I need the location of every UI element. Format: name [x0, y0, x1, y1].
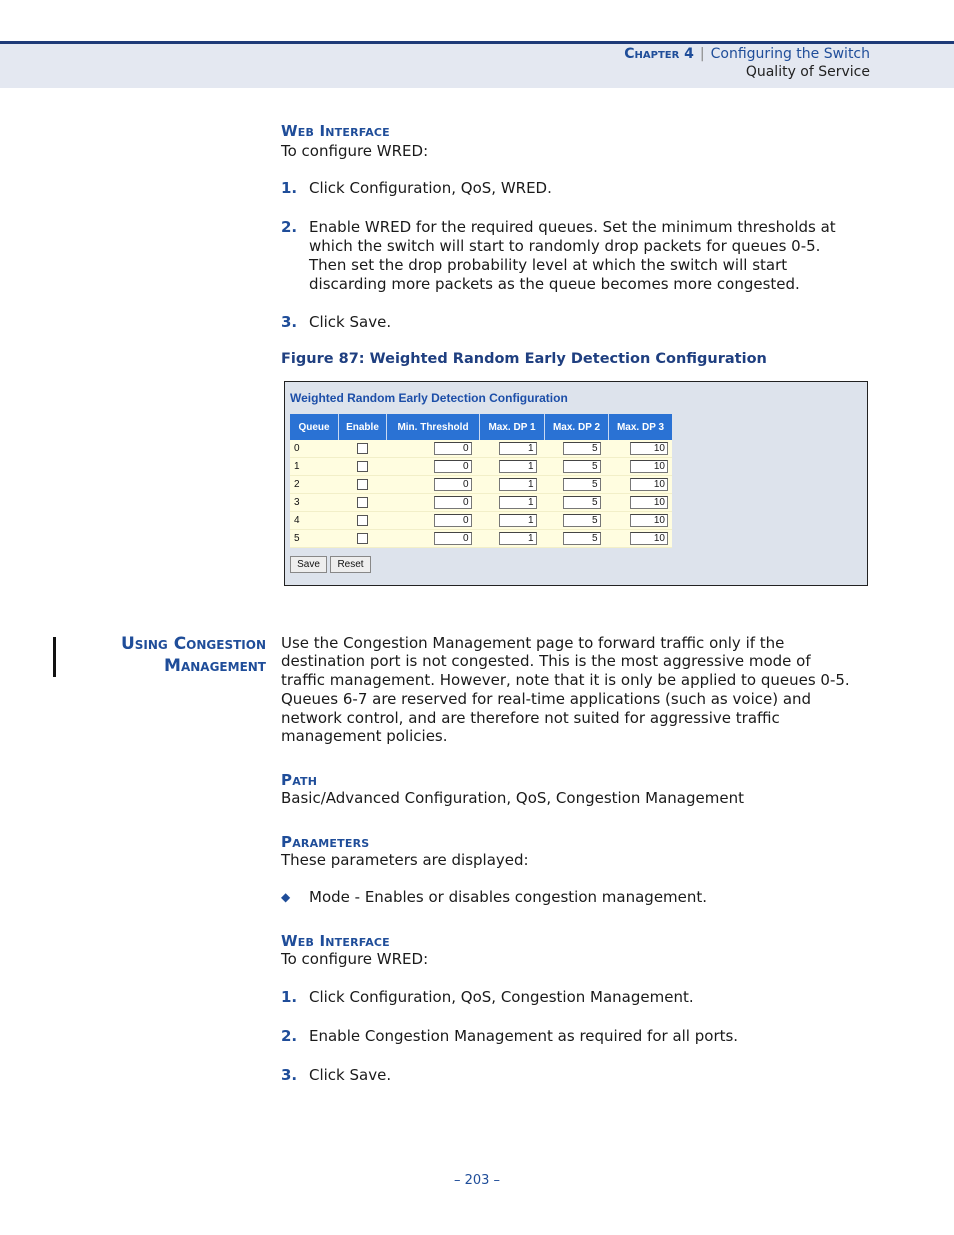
change-bar	[53, 637, 56, 677]
congestion-body-line-3: traffic management. However, note that it is only be applied to queues 0-5.	[281, 671, 850, 689]
page-number: – 203 –	[453, 1173, 501, 1188]
wred-web-interface-heading: Web Interface	[281, 122, 390, 140]
wred-step-2-number: 2.	[281, 218, 298, 236]
congestion-step-1-number: 1.	[281, 988, 298, 1006]
congestion-web-interface-heading: Web Interface	[281, 932, 390, 950]
congestion-step-3-number: 3.	[281, 1066, 298, 1084]
max-dp2-input[interactable]: 5	[563, 532, 601, 545]
path-heading: Path	[281, 771, 318, 789]
header-separator: |	[699, 46, 705, 62]
table-row	[290, 440, 672, 458]
table-row	[290, 530, 672, 548]
figure-panel-title: Weighted Random Early Detection Configuration	[290, 391, 568, 405]
wred-table	[290, 414, 672, 548]
col-header-max-dp2: Max. DP 2	[545, 414, 609, 440]
path-text: Basic/Advanced Configuration, QoS, Congestion Management	[281, 789, 744, 807]
col-header-max-dp1: Max. DP 1	[480, 414, 545, 440]
congestion-step-2-number: 2.	[281, 1027, 298, 1045]
bullet-diamond-icon: ◆	[281, 890, 291, 904]
max-dp3-input[interactable]: 10	[630, 460, 668, 473]
max-dp1-input[interactable]: 1	[499, 478, 537, 491]
congestion-body-line-1: Use the Congestion Management page to forward traffic only if the	[281, 634, 785, 652]
queue-number: 0	[290, 440, 339, 458]
header-section: Quality of Service	[745, 64, 870, 80]
parameters-heading: Parameters	[281, 833, 370, 851]
max-dp2-input[interactable]: 5	[563, 514, 601, 527]
congestion-step-3-text: Click Save.	[309, 1066, 392, 1084]
queue-number: 5	[290, 530, 339, 548]
save-button[interactable]: Save	[290, 556, 327, 573]
parameters-intro: These parameters are displayed:	[281, 851, 529, 869]
header-chapter-title: Configuring the Switch	[710, 46, 870, 62]
wred-step-3-text: Click Save.	[309, 313, 392, 331]
max-dp3-input[interactable]: 10	[630, 478, 668, 491]
wred-step-2-line-1: Enable WRED for the required queues. Set the minimum thresholds at	[309, 218, 836, 236]
section-heading-line-1: Using Congestion	[120, 634, 266, 654]
max-dp2-input[interactable]: 5	[563, 478, 601, 491]
max-dp1-input[interactable]: 1	[499, 514, 537, 527]
enable-checkbox[interactable]	[357, 479, 368, 490]
max-dp1-input[interactable]: 1	[499, 442, 537, 455]
section-heading-line-2: Management	[164, 656, 266, 676]
enable-checkbox[interactable]	[357, 533, 368, 544]
figure-caption: Figure 87: Weighted Random Early Detection Configuration	[281, 351, 767, 367]
table-row	[290, 458, 672, 476]
section-heading-congestion	[121, 633, 266, 677]
min-threshold-input[interactable]: 0	[434, 514, 472, 527]
max-dp3-input[interactable]: 10	[630, 496, 668, 509]
col-header-enable: Enable	[339, 414, 387, 440]
bullet-mode-text: Mode - Enables or disables congestion management.	[309, 888, 708, 906]
congestion-step-2-text: Enable Congestion Management as required for all ports.	[309, 1027, 739, 1045]
queue-number: 2	[290, 476, 339, 494]
col-header-queue: Queue	[290, 414, 339, 440]
enable-checkbox[interactable]	[357, 497, 368, 508]
enable-checkbox[interactable]	[357, 443, 368, 454]
max-dp2-input[interactable]: 5	[563, 442, 601, 455]
max-dp1-input[interactable]: 1	[499, 460, 537, 473]
col-header-max-dp3: Max. DP 3	[609, 414, 673, 440]
wred-config-figure	[284, 381, 868, 586]
header-chapter-line	[624, 46, 870, 62]
max-dp2-input[interactable]: 5	[563, 496, 601, 509]
min-threshold-input[interactable]: 0	[434, 478, 472, 491]
table-row	[290, 512, 672, 530]
wred-step-2-line-2: which the switch will start to randomly drop packets for queues 0-5.	[309, 237, 821, 255]
min-threshold-input[interactable]: 0	[434, 442, 472, 455]
min-threshold-input[interactable]: 0	[434, 460, 472, 473]
max-dp1-input[interactable]: 1	[499, 532, 537, 545]
table-row	[290, 494, 672, 512]
wred-step-2-line-4: discarding more packets as the queue becomes more congested.	[309, 275, 800, 293]
max-dp3-input[interactable]: 10	[630, 514, 668, 527]
max-dp3-input[interactable]: 10	[630, 532, 668, 545]
max-dp3-input[interactable]: 10	[630, 442, 668, 455]
congestion-body-line-4: Queues 6-7 are reserved for real-time applications (such as voice) and	[281, 690, 812, 708]
enable-checkbox[interactable]	[357, 515, 368, 526]
table-row	[290, 476, 672, 494]
reset-button[interactable]: Reset	[330, 556, 371, 573]
header-chapter: Chapter 4	[624, 46, 694, 62]
wred-step-3-number: 3.	[281, 313, 298, 331]
congestion-body-line-6: management policies.	[281, 727, 448, 745]
wred-step-2-line-3: Then set the drop probability level at which the switch will start	[309, 256, 788, 274]
wred-step-1-number: 1.	[281, 179, 298, 197]
min-threshold-input[interactable]: 0	[434, 532, 472, 545]
congestion-step-1-text: Click Configuration, QoS, Congestion Management.	[309, 988, 694, 1006]
queue-number: 1	[290, 458, 339, 476]
wred-table-header-row	[290, 414, 672, 440]
wred-intro: To configure WRED:	[281, 142, 429, 160]
enable-checkbox[interactable]	[357, 461, 368, 472]
max-dp2-input[interactable]: 5	[563, 460, 601, 473]
wred-step-1-text: Click Configuration, QoS, WRED.	[309, 179, 552, 197]
congestion-body-line-5: network control, and are therefore not suited for aggressive traffic	[281, 709, 780, 727]
congestion-body-line-2: destination port is not congested. This is the most aggressive mode of	[281, 652, 811, 670]
queue-number: 3	[290, 494, 339, 512]
min-threshold-input[interactable]: 0	[434, 496, 472, 509]
congestion-web-intro: To configure WRED:	[281, 950, 429, 968]
col-header-min-threshold: Min. Threshold	[387, 414, 480, 440]
max-dp1-input[interactable]: 1	[499, 496, 537, 509]
queue-number: 4	[290, 512, 339, 530]
